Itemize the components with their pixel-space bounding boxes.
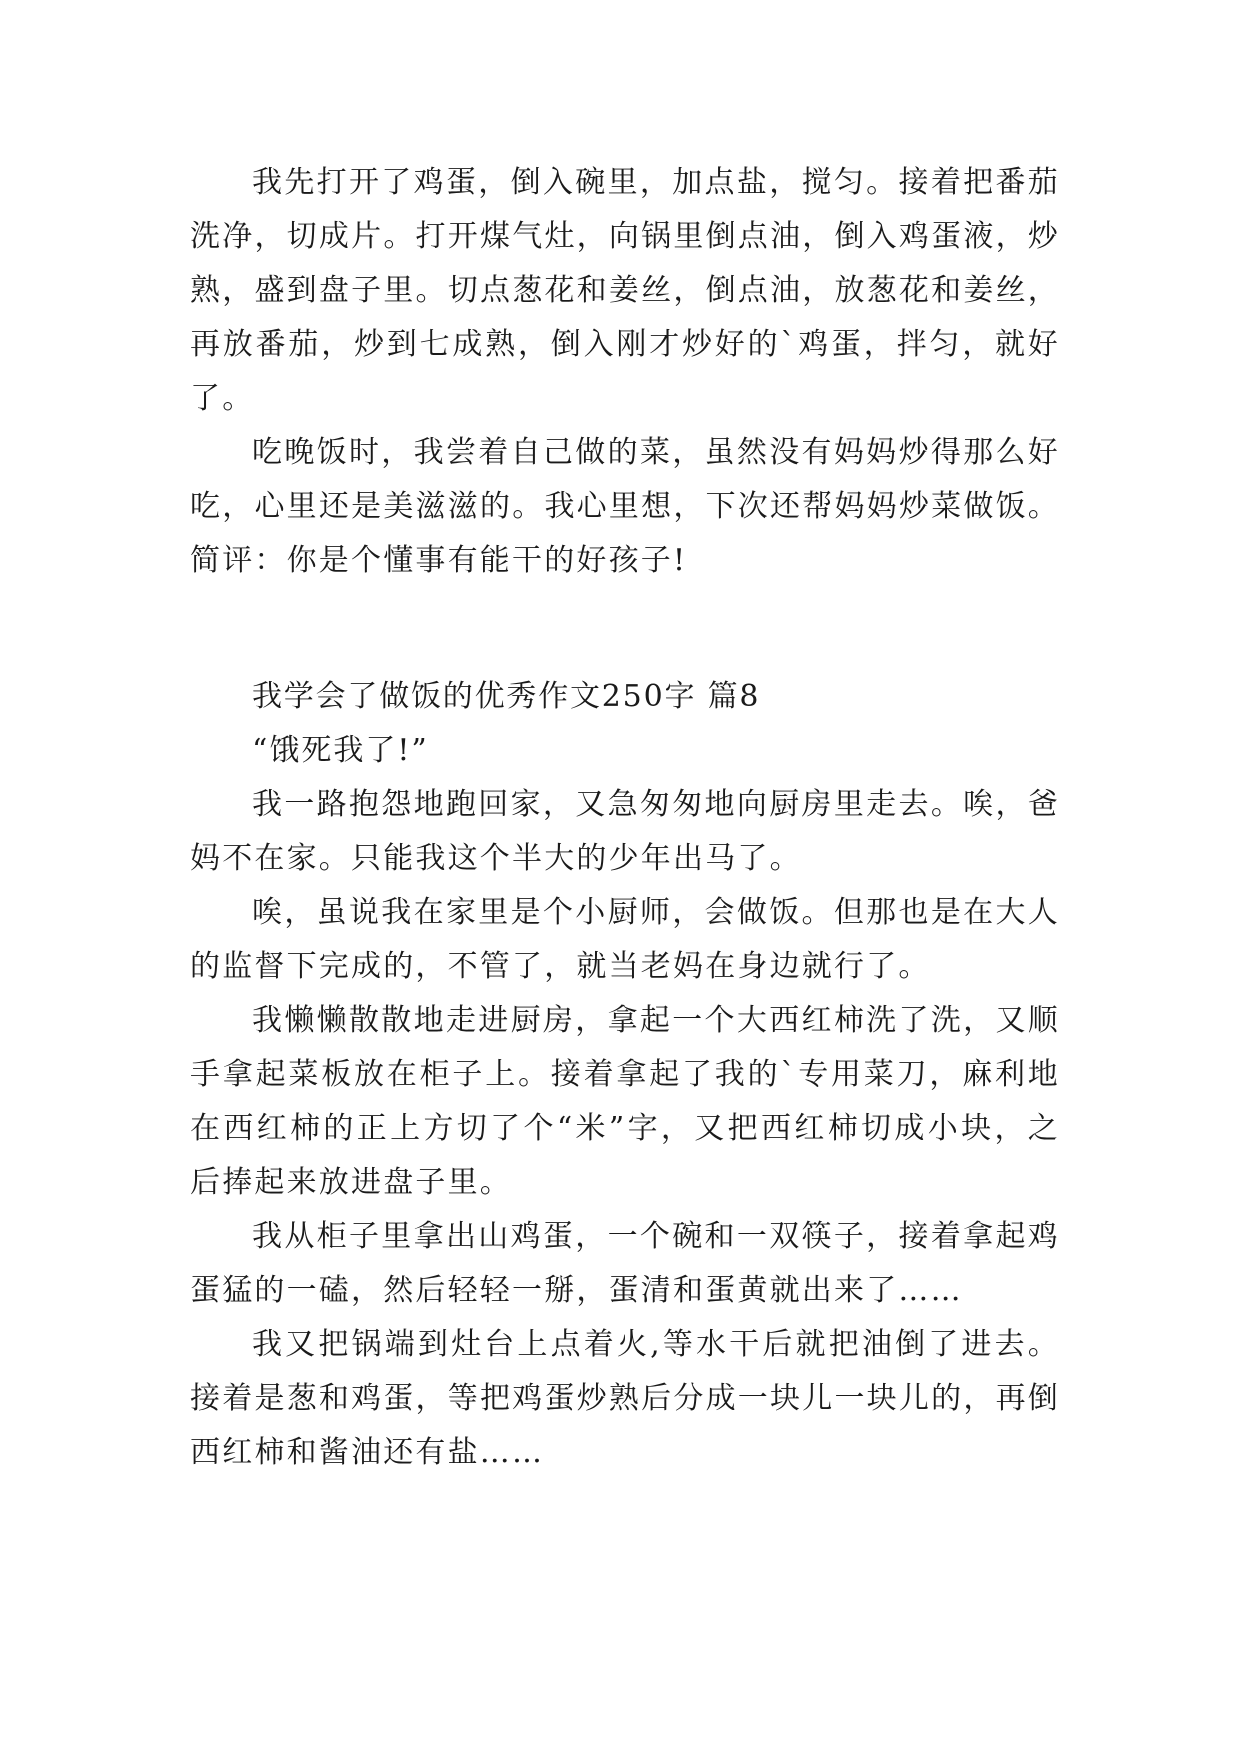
document-body [190,156,1072,1480]
body-paragraph: 我又把锅端到灶台上点着火,等水干后就把油倒了进去。接着是葱和鸡蛋，等把鸡蛋炒熟后分成一块儿一块儿的，再倒西红柿和酱油还有盐…… [190,1327,1060,1470]
body-paragraph: 我先打开了鸡蛋，倒入碗里，加点盐，搅匀。接着把番茄洗净，切成片。打开煤气灶，向锅里倒点油，倒入鸡蛋液，炒熟，盛到盘子里。切点葱花和姜丝，倒点油，放葱花和姜丝，再放番茄，炒到七成熟，倒入刚才炒好的`鸡蛋，拌匀，就好了。 [190,165,1060,416]
body-paragraph: 吃晚饭时，我尝着自己做的菜，虽然没有妈妈炒得那么好吃，心里还是美滋滋的。我心里想，下次还帮妈妈炒菜做饭。 简评：你是个懂事有能干的好孩子! [190,435,1072,578]
body-paragraph: 我从柜子里拿出山鸡蛋，一个碗和一双筷子，接着拿起鸡蛋猛的一磕，然后轻轻一掰，蛋清和蛋黄就出来了…… [190,1219,1060,1308]
body-paragraph: 我一路抱怨地跑回家，又急匆匆地向厨房里走去。唉，爸妈不在家。只能我这个半大的少年出马了。 [190,787,1060,876]
body-paragraph: 唉，虽说我在家里是个小厨师，会做饭。但那也是在大人的监督下完成的，不管了，就当老妈在身边就行了。 [190,895,1060,984]
quote-line: “饿死我了!” [252,733,429,768]
section-title: 我学会了做饭的优秀作文250字 篇8 [252,679,761,714]
body-paragraph: 我懒懒散散地走进厨房，拿起一个大西红柿洗了洗，又顺手拿起菜板放在柜子上。接着拿起了我的`专用菜刀，麻利地在西红柿的正上方切了个“米”字，又把西红柿切成小块，之后捧起来放进盘子里。 [190,1003,1060,1200]
